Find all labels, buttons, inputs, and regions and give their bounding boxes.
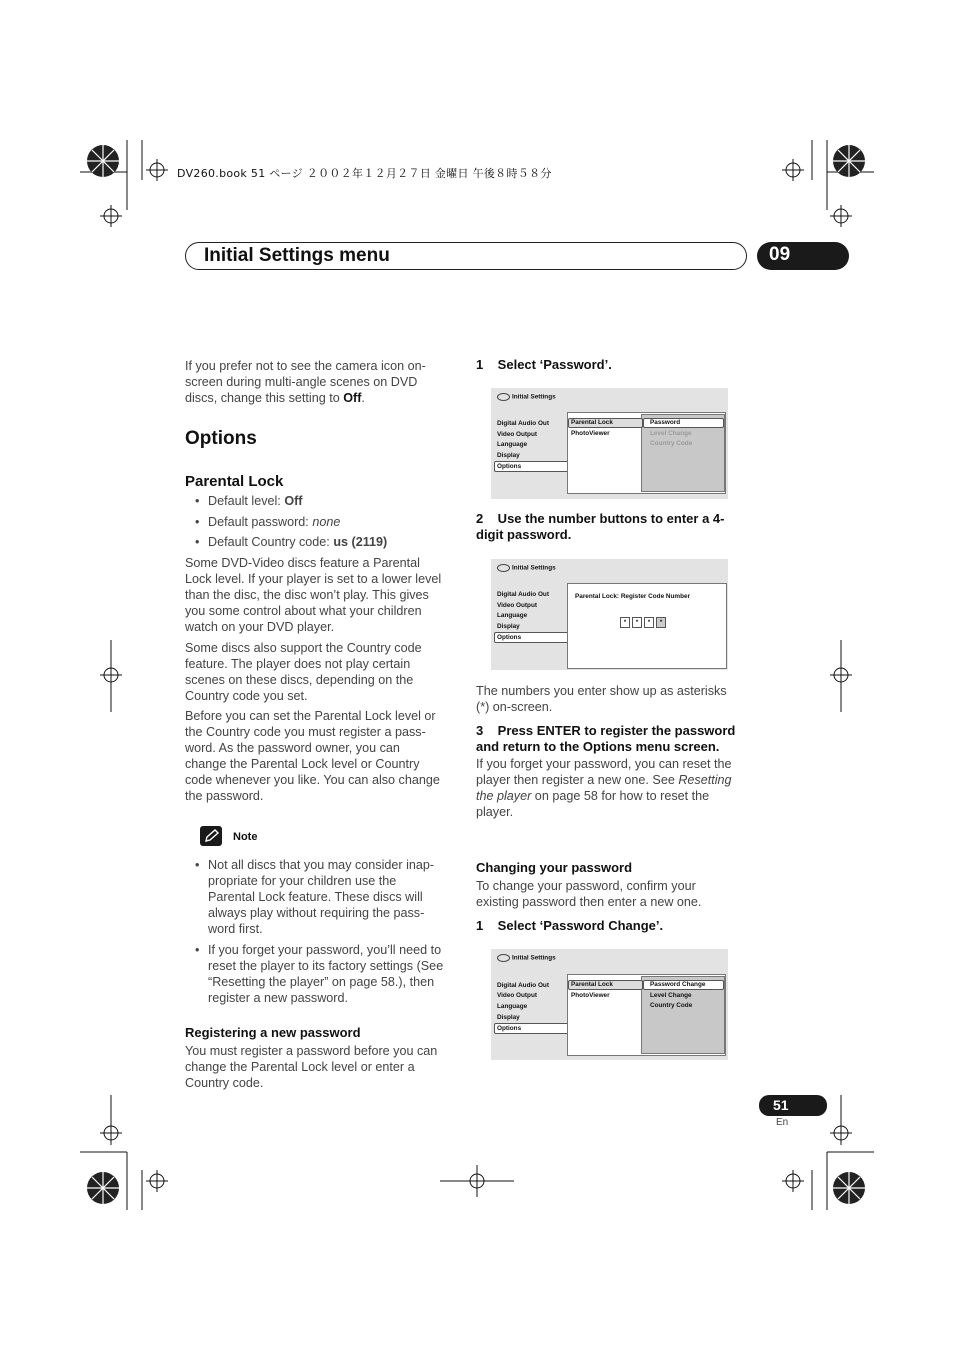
step-2-enter-password — [476, 511, 724, 543]
menu-item: Video Output — [497, 431, 537, 438]
screen-register-code — [491, 559, 728, 670]
forgot-password-text — [476, 756, 732, 820]
text-line: always play without requiring the pass- — [208, 906, 425, 920]
default-password — [208, 514, 340, 530]
text-line: Lock level. If your player is set to a lower level — [185, 572, 442, 586]
menu-item: Options — [497, 634, 522, 641]
menu-item: Display — [497, 452, 520, 459]
text-line: Before you can set the Parental Lock level or — [185, 709, 436, 723]
text-line: Parental Lock feature. These discs will — [208, 890, 423, 904]
changing-password-text — [476, 878, 701, 910]
option-item: Level Change — [650, 430, 692, 437]
text-line: change the Parental Lock level or enter a — [185, 1060, 415, 1074]
note-item-1 — [208, 857, 434, 937]
text-line: you some control about what your children — [185, 604, 422, 618]
password-digit: * — [620, 617, 630, 628]
password-digit: * — [632, 617, 642, 628]
print-line: DV260.book 51 ページ ２００２年１２月２７日 金曜日 午後８時５８分 — [177, 167, 552, 180]
note-pencil-icon — [200, 826, 222, 846]
text-line — [476, 772, 732, 788]
text-line: The numbers you enter show up as asterisks — [476, 684, 727, 698]
note-item-2 — [208, 942, 443, 1006]
menu-item: Digital Audio Out — [497, 982, 549, 989]
bullet-label: Default Country code: — [208, 535, 334, 549]
screen-title: Initial Settings — [512, 393, 556, 401]
bullet-label: Default level: — [208, 494, 285, 508]
page-title: Initial Settings menu — [204, 245, 390, 266]
text-line: word first. — [208, 922, 263, 936]
default-level — [208, 493, 303, 509]
intro-line: screen during multi-angle scenes on DVD — [185, 375, 418, 389]
submenu-item: PhotoViewer — [571, 430, 610, 437]
text-line: player. — [476, 805, 514, 819]
text-line: propriate for your children use the — [208, 874, 397, 888]
text-line: register a new password. — [208, 991, 348, 1005]
text-line — [476, 788, 732, 804]
note-heading: Note — [233, 831, 258, 843]
chapter-badge — [757, 242, 849, 270]
option-item: Password — [650, 419, 681, 426]
text-line: scenes on these discs, depending on the — [185, 673, 414, 687]
intro-end: . — [361, 391, 365, 405]
paragraph-3 — [185, 708, 440, 804]
password-digit: * — [656, 617, 666, 628]
step-line: 2 Use the number buttons to enter a 4- — [476, 511, 725, 526]
paragraph-1 — [185, 555, 441, 635]
chapter-number: 09 — [769, 244, 791, 265]
step-1-select-password: 1 Select ‘Password’. — [476, 357, 612, 372]
step-line: 3 Press ENTER to register the password — [476, 723, 736, 738]
menu-item: Digital Audio Out — [497, 420, 549, 427]
screen-header — [497, 564, 556, 572]
text-line: change the Parental Lock level or Country — [185, 757, 420, 771]
bullet-value: none — [312, 515, 341, 529]
parental-lock-heading: Parental Lock — [185, 473, 284, 490]
text-line: the Country code you must register a pass- — [185, 725, 426, 739]
submenu-item: Parental Lock — [571, 419, 613, 426]
menu-item: Options — [497, 463, 522, 470]
text-line: To change your password, confirm your — [476, 879, 696, 893]
option-item: Level Change — [650, 992, 692, 999]
menu-item: Options — [497, 1025, 522, 1032]
paragraph-2 — [185, 640, 422, 704]
screen-header — [497, 393, 556, 401]
text-line: Country code. — [185, 1076, 264, 1090]
text-line: Country code you set. — [185, 689, 308, 703]
register-label: Parental Lock: Register Code Number — [575, 593, 691, 600]
language-label: En — [776, 1117, 789, 1128]
bullet-value: Off — [284, 494, 303, 508]
intro-text — [185, 358, 455, 406]
option-item: Country Code — [650, 1002, 693, 1009]
bullet-label: Default password: — [208, 515, 313, 529]
text-line: (*) on-screen. — [476, 700, 553, 714]
password-digit: * — [644, 617, 654, 628]
screen-header — [497, 954, 556, 962]
bullet-value: us (2119) — [333, 535, 388, 549]
text-line: code whenever you like. You can also change — [185, 773, 440, 787]
option-item: Password Change — [650, 981, 706, 988]
page-number-badge — [759, 1095, 827, 1116]
asterisk-text — [476, 683, 727, 715]
menu-item: Language — [497, 612, 528, 619]
default-country — [208, 534, 387, 550]
step-1-select-password-change: 1 Select ‘Password Change’. — [476, 918, 664, 933]
text-line: reset the player to its factory settings (See — [208, 959, 444, 973]
text-line: Some DVD-Video discs feature a Parental — [185, 556, 420, 570]
intro-off-value: Off — [343, 391, 362, 405]
text-line: watch on your DVD player. — [185, 620, 335, 634]
menu-item: Language — [497, 441, 528, 448]
header-title-bar — [185, 242, 747, 270]
registering-heading: Registering a new password — [185, 1025, 361, 1040]
step-3-press-enter — [476, 723, 735, 755]
disc-icon — [497, 954, 510, 962]
options-heading: Options — [185, 428, 257, 449]
menu-item: Video Output — [497, 992, 537, 999]
reference-italic: the player — [476, 789, 532, 803]
reference-italic: Resetting — [678, 773, 732, 787]
text-line: • If you forget your password, you’ll need to — [208, 943, 442, 957]
disc-icon — [497, 393, 510, 401]
changing-password-heading: Changing your password — [476, 860, 633, 875]
text-line: existing password then enter a new one. — [476, 895, 702, 909]
screen-password-change — [491, 949, 728, 1060]
step-line: and return to the Options menu screen. — [476, 739, 720, 754]
page-number: 51 — [773, 1097, 789, 1113]
text-line: feature. The player does not play certain — [185, 657, 411, 671]
submenu-item: PhotoViewer — [571, 992, 610, 999]
menu-item: Display — [497, 623, 520, 630]
text-part: on page 58 for how to reset the — [531, 789, 710, 803]
screen-password-select — [491, 388, 728, 499]
screen-title: Initial Settings — [512, 564, 556, 572]
text-line: • Not all discs that you may consider inap- — [208, 858, 435, 872]
intro-line — [185, 390, 455, 406]
text-line: Some discs also support the Country code — [185, 641, 422, 655]
text-line: You must register a password before you can — [185, 1044, 438, 1058]
menu-item: Language — [497, 1003, 528, 1010]
intro-text-part: discs, change this setting to — [185, 391, 344, 405]
registering-text — [185, 1043, 437, 1091]
text-line: than the disc, the disc won’t play. This gives — [185, 588, 429, 602]
text-part: player then register a new one. See — [476, 773, 679, 787]
text-line: “Resetting the player” on page 58.), then — [208, 975, 435, 989]
option-item: Country Code — [650, 440, 693, 447]
menu-item: Video Output — [497, 602, 537, 609]
disc-icon — [497, 564, 510, 572]
text-line: the password. — [185, 789, 264, 803]
menu-item: Display — [497, 1014, 520, 1021]
menu-item: Digital Audio Out — [497, 591, 549, 598]
intro-line: If you prefer not to see the camera icon on- — [185, 359, 426, 373]
text-line: word. As the password owner, you can — [185, 741, 400, 755]
step-line: digit password. — [476, 527, 572, 542]
text-line: If you forget your password, you can reset the — [476, 757, 732, 771]
screen-title: Initial Settings — [512, 954, 556, 962]
submenu-item: Parental Lock — [571, 981, 613, 988]
